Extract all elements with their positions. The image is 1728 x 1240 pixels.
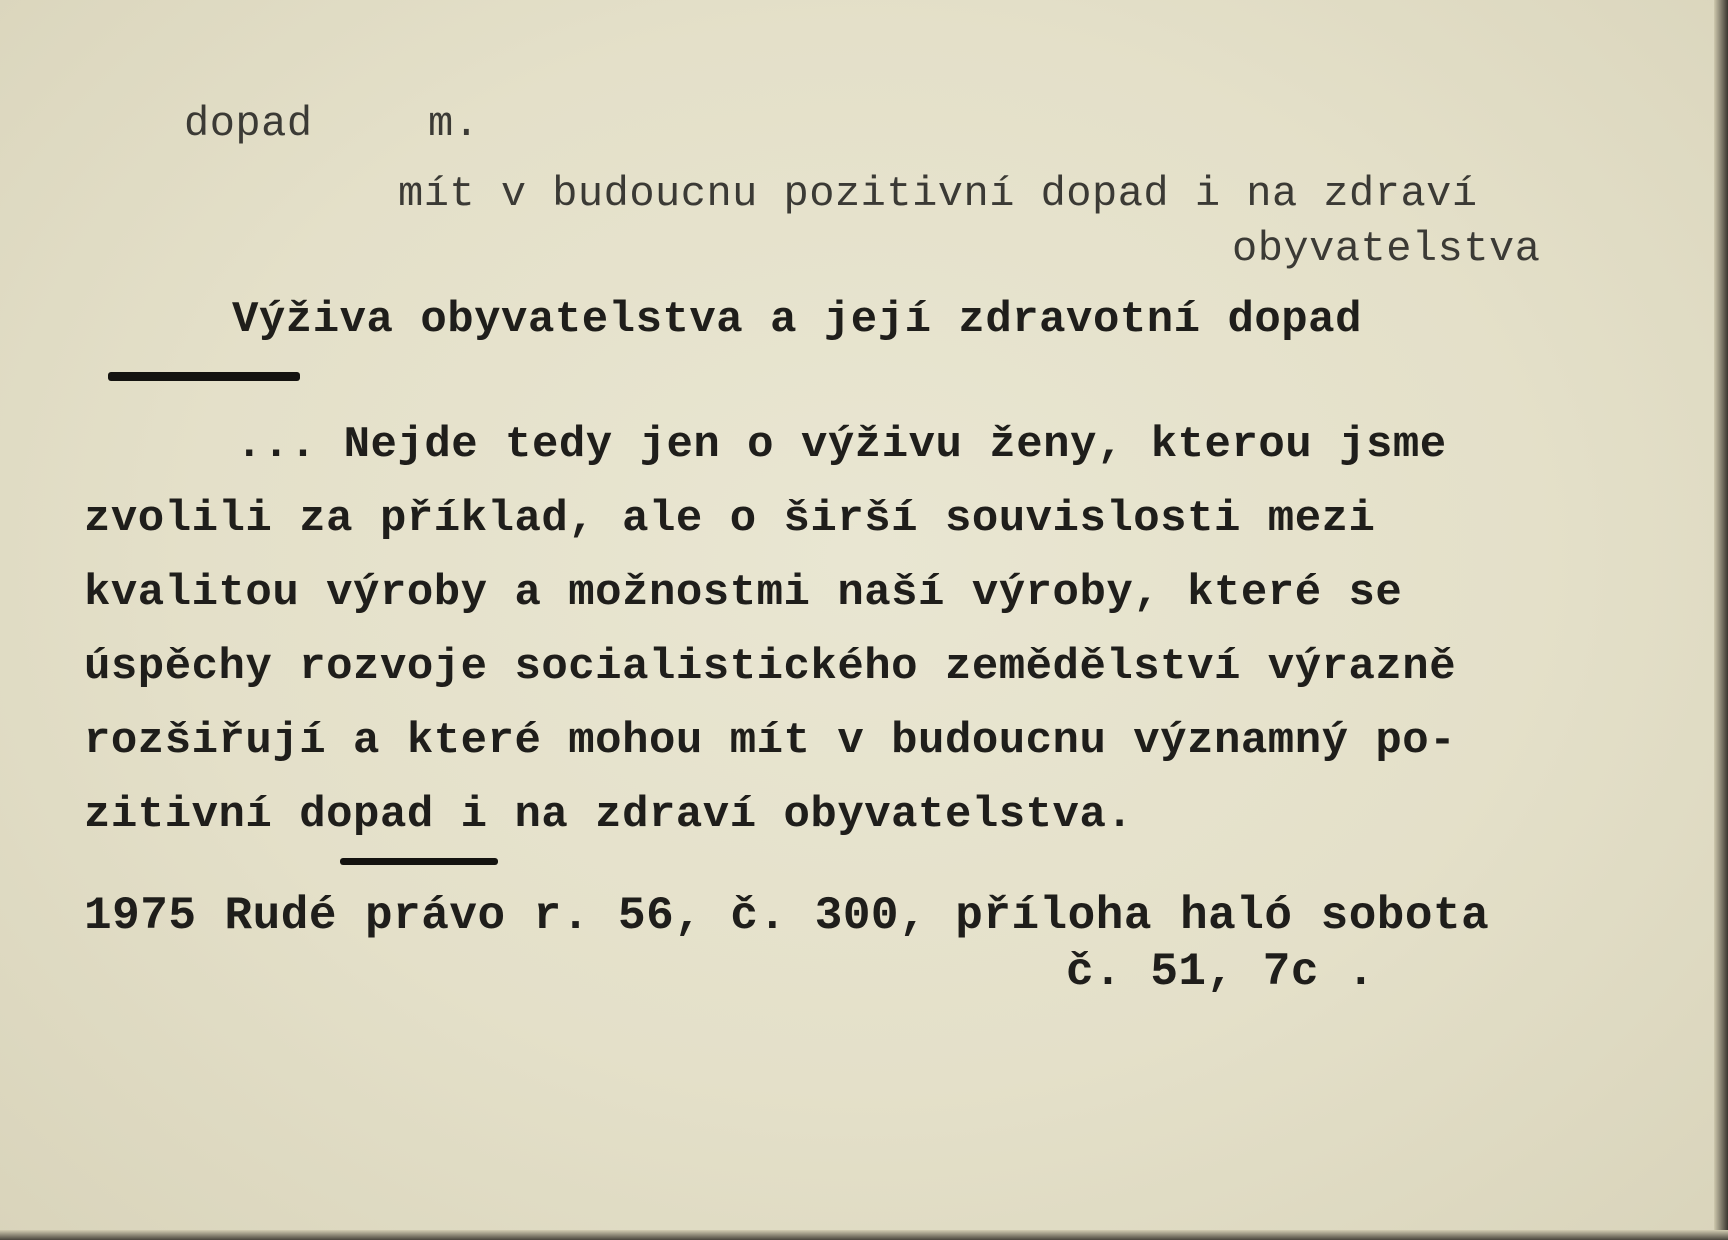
citation-text-line: zitivní dopad i na zdraví obyvatelstva. (84, 790, 1134, 840)
source-line-2: č. 51, 7c . (1066, 946, 1376, 998)
citation-title: Výživa obyvatelstva a její zdravotní dopad (232, 295, 1362, 345)
card-edge-bottom (0, 1230, 1728, 1240)
definition-line-1: mít v budoucnu pozitivní dopad i na zdraví (398, 170, 1478, 218)
citation-text-line: kvalitou výroby a možnostmi naší výroby, které se (84, 568, 1403, 618)
card-edge-right (1714, 0, 1728, 1240)
source-line-1: 1975 Rudé právo r. 56, č. 300, příloha haló sobota (84, 890, 1490, 942)
citation-text-line: zvolili za příklad, ale o širší souvislosti mezi (84, 494, 1376, 544)
title-underline (108, 372, 300, 381)
headword: dopad (184, 100, 313, 148)
citation-text-line: úspěchy rozvoje socialistického zemědělství výrazně (84, 642, 1457, 692)
headword-underline (340, 858, 498, 865)
definition-line-2: obyvatelstva (1232, 225, 1541, 273)
citation-text-line: rozšiřují a které mohou mít v budoucnu významný po- (84, 716, 1457, 766)
grammatical-label: m. (428, 100, 480, 148)
citation-text-line: ... Nejde tedy jen o výživu ženy, kterou jsme (236, 420, 1447, 470)
